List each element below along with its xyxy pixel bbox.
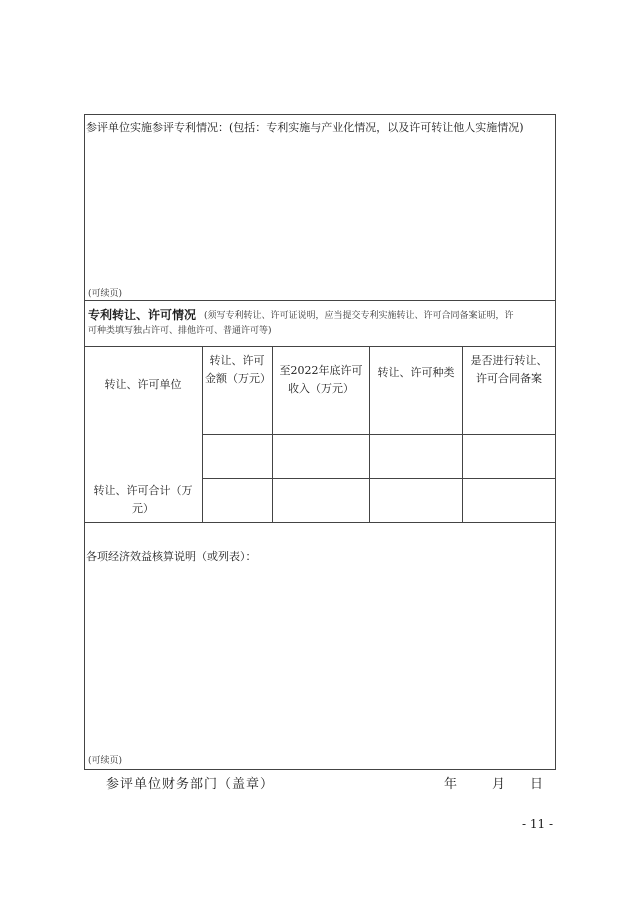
table-right-border	[555, 114, 556, 770]
section1-continued: (可续页)	[88, 289, 123, 299]
section2-header-divider	[84, 346, 556, 347]
section1-divider	[84, 300, 556, 301]
section1-label: 参评单位实施参评专利情况：(包括：专利实施与产业化情况，以及许可转让他人实施情况)	[86, 121, 524, 134]
total-label: 转让、许可合计（万元）	[93, 484, 193, 515]
page-number: - 11 -	[522, 817, 554, 831]
row-line-1	[202, 434, 556, 435]
form-table	[84, 114, 556, 770]
section3-label: 各项经济效益核算说明（或列表）：	[86, 550, 257, 563]
header-filed: 是否进行转让、许可合同备案	[470, 354, 548, 385]
date-day: 日	[530, 777, 545, 792]
finance-dept-stamp: 参评单位财务部门（盖章）	[106, 777, 275, 792]
date-year: 年	[444, 777, 459, 792]
table-top-border	[84, 114, 556, 115]
table-left-border	[84, 114, 85, 770]
date-month: 月	[492, 777, 507, 792]
section2-title: 专利转让、许可情况	[88, 308, 197, 322]
row-line-2	[202, 478, 556, 479]
table-bottom-border	[84, 769, 556, 770]
header-type: 转让、许可种类	[377, 366, 455, 379]
section2-note-line1: (须写专利转让、许可证说明，应当提交专利实施转让、许可合同备案证明，许	[204, 311, 514, 321]
section3-continued: (可续页)	[88, 756, 123, 766]
header-unit: 转让、许可单位	[104, 378, 182, 391]
header-amount: 转让、许可金额（万元）	[205, 354, 271, 385]
header-income: 至2022年底许可收入（万元）	[279, 364, 363, 395]
section2-bottom-divider	[84, 522, 556, 523]
section2-note-line2: 可种类填写独占许可、排他许可、普通许可等)	[88, 326, 272, 336]
